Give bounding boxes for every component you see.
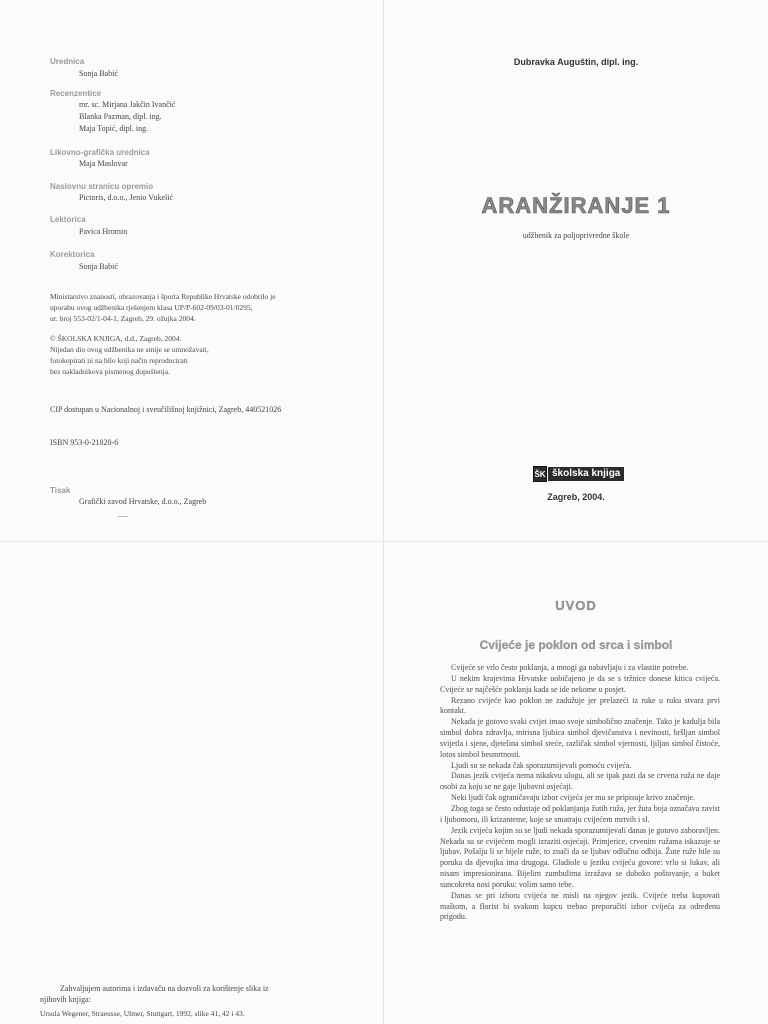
- ministry-line: uporabu ovog udžbenika rješenjem klasa UP/P-602-09/03-01/0295,: [50, 303, 253, 312]
- lector-label: Lektorica: [50, 215, 86, 224]
- corrector-name: Sonja Babić: [79, 262, 118, 271]
- paragraph: Cvijeće se vrlo često poklanja, a mnogi ga nabavljaju i za vlastite potrebe.: [451, 663, 689, 672]
- paragraph: Zbog toga se često odustaje od poklanjanja žutih ruža, jer žuta boja označava zavist i ljubomoru, ili krizanteme, koje se smatraju cvijećem mrtvih i sl.: [440, 803, 720, 824]
- spine-divider: [383, 0, 384, 1024]
- paragraph: Nekada je gotovo svaki cvijet imao svoje simbolično značenje. Tako je kadulja bila simbol dobra zdravlja, mirisna ljubica simbol djevičanstva i nevinosti, bršljan simbol svijetla i sjene, djetelina simbol sreće, različak simbol vjernosti, ljiljan simbol čistoće, lotos simbol besmrtnosti.: [440, 717, 720, 759]
- book-subtitle: udžbenik za poljoprivredne škole: [522, 231, 630, 240]
- art-editor-label: Likovno-grafička urednica: [50, 148, 150, 157]
- place-year: Zagreb, 2004.: [547, 492, 605, 502]
- reviewers-label: Recenzentice: [50, 89, 102, 98]
- reviewer-3: Maja Topić, dipl. ing.: [79, 124, 149, 133]
- ministry-approval: [50, 291, 350, 324]
- chapter-title: UVOD: [555, 598, 597, 613]
- reviewer-1: mr. sc. Mirjana Jakčin Ivančić: [79, 100, 176, 109]
- paragraph: Danas se pri izboru cvijeća ne misli na njegov jezik. Cvijeće treba kupovati maštom, a florist bi svakom kupcu trebao preporučiti izbor cvijeća za određenu prigodu.: [440, 890, 720, 922]
- print-label: Tisak: [50, 486, 71, 495]
- isbn: ISBN 953-0-21820-6: [50, 438, 119, 447]
- acknowledgement-page: [0, 542, 384, 1024]
- publisher-logo-text: školska knjiga: [548, 467, 624, 481]
- paragraph: Rezano cvijeće kao poklon ne zadužuje jer prelazeći iz ruke u ruku stvara prvi kontakt.: [440, 695, 720, 716]
- copyright-line: fotokopirati ni na bilo koji način reproducirati: [50, 356, 188, 365]
- publisher-logo-mark: ŠK: [533, 466, 547, 482]
- paragraph: Ljudi su se nekada čak sporazumijevali pomoću cvijeća.: [451, 760, 632, 770]
- image-source: Ursula Wegener, Straeusse, Ulmer, Stuttgart, 1992, slike 41, 42 i 43.: [40, 1009, 245, 1018]
- cip-line: CIP dostupan u Nacionalnoj i sveučilišnoj knjižnici, Zagreb, 440521026: [50, 405, 282, 414]
- publisher-logo: [533, 466, 624, 482]
- acknowledgement-line: Zahvaljujem autorima i izdavaču na dozvoli za korištenje slika iz: [60, 984, 269, 993]
- page-divider: [0, 541, 768, 542]
- editor-label: Urednica: [50, 57, 85, 66]
- art-editor-name: Maja Maslovar: [79, 159, 128, 168]
- cover-label: Naslovnu stranicu opremio: [50, 182, 154, 191]
- ministry-line: ur. broj 553-02/1-04-1, Zagreb, 29. ožujka 2004.: [50, 314, 196, 323]
- paragraph: Neki ljudi čak ograničavaju izbor cvijeća jer mu se pripisuje krivo značenje.: [451, 793, 695, 803]
- small-dash: [118, 516, 128, 517]
- author-name: Dubravka Auguštin, dipl. ing.: [513, 57, 639, 67]
- imprint-page: [0, 0, 384, 542]
- lector-name: Pavica Hromin: [79, 227, 128, 236]
- copyright-line: © ŠKOLSKA KNJIGA, d.d., Zagreb, 2004.: [50, 334, 182, 343]
- paragraph: Jezik cvijeća kojim su se ljudi nekada sporazumijevali danas je gotovo zaboravljen. Nekada su se cvijećem mogli izraziti osjećaji. Primjerice, crvenim ružama iskazuje se ljubav. Pošalju li se bijele ruže, to znači da se ljubav odlučno odbija. Žute ruže bile su poruka da djevojka ima drugoga. Gladiole u jeziku cvijeća govore: vrlo si lukav, ali nisam impresionirana. Bijelim zumbulima izražava se duboko poštovanje, a buket suncokreta nosi poruku: volim samo tebe.: [440, 825, 720, 889]
- editor-name: Sonja Babić: [79, 69, 118, 78]
- paragraph: Danas jezik cvijeća nema nikakvu ulogu, ali se ipak pazi da se crvena ruža ne daje osobi za koju se ne gaje ljubavni osjećaji.: [440, 771, 720, 792]
- cover-credit: Pictoris, d.o.o., Jenio Vukelić: [79, 193, 174, 202]
- printer-name: Grafički zavod Hrvatske, d.o.o., Zagreb: [79, 497, 207, 506]
- book-title: ARANŽIRANJE 1: [481, 193, 671, 218]
- intro-body: [440, 663, 720, 923]
- ministry-line: Ministarstvo znanosti, obrazovanja i športa Republike Hrvatske odobrilo je: [50, 292, 276, 301]
- reviewer-2: Blanka Pazman, dipl. ing.: [79, 112, 162, 121]
- copyright-notice: [50, 333, 350, 377]
- title-page: [384, 0, 768, 542]
- acknowledgement: [40, 983, 340, 1005]
- paragraph: U nekim krajevima Hrvatske uobičajeno je da se s tržnice donese kitica cvijeća. Cvijeće se najčešće poklanja kada se ide nekome u posjet.: [440, 673, 720, 694]
- copyright-line: Nijedan dio ovog udžbenika ne smije se umnožavati,: [50, 345, 209, 354]
- acknowledgement-line: njihovih knjiga:: [40, 995, 91, 1004]
- copyright-line: bez nakladnikova pismenog dopuštenja.: [50, 367, 170, 376]
- corrector-label: Korektorica: [50, 250, 95, 259]
- section-heading: Cvijeće je poklon od srca i simbol: [479, 638, 673, 652]
